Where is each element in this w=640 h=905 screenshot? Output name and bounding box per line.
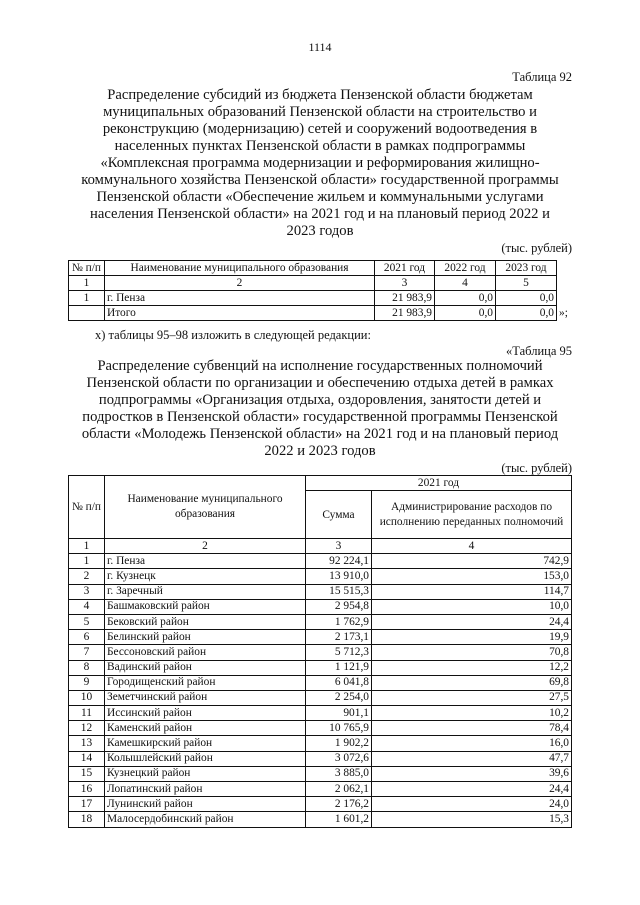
t95-cell-sum: 1 601,2 [306, 812, 372, 827]
t92-cell-no: 1 [69, 291, 105, 306]
t95-cell-sum: 92 224,1 [306, 554, 372, 569]
t95-cell-sum: 3 885,0 [306, 766, 372, 781]
table-row [69, 721, 572, 736]
table-95-units: (тыс. рублей) [501, 461, 572, 475]
t95-cell-no: 10 [69, 690, 105, 705]
table-row [69, 630, 572, 645]
title-line: населения Пензенской области» на 2021 год и на плановый период 2022 и [90, 206, 550, 222]
t92-cell-2023: 0,0 [496, 291, 557, 306]
t92-cell-2021: 21 983,9 [375, 291, 435, 306]
table-95-title [70, 358, 570, 460]
t95-cell-no: 7 [69, 645, 105, 660]
title-line: Пензенской области по организации и обеспечению отдыха детей в рамках [86, 375, 554, 391]
table-row [69, 584, 572, 599]
t95-cell-no: 3 [69, 584, 105, 599]
t92-cell-no [69, 306, 105, 321]
t95-cell-name: Малосердобинский район [105, 812, 306, 827]
t95-cell-sum: 13 910,0 [306, 569, 372, 584]
t95-cell-no: 12 [69, 721, 105, 736]
t95-cell-sum: 1 121,9 [306, 660, 372, 675]
title-line: «Комплексная программа модернизации и реформирования жилищно- [100, 155, 540, 171]
table-92-label: Таблица 92 [512, 70, 572, 84]
t92-cell-2022: 0,0 [435, 291, 496, 306]
table-row [69, 660, 572, 675]
t95-cell-admin: 24,4 [372, 782, 572, 797]
t95-cell-name: Бековский район [105, 614, 306, 629]
t95-colnum: 4 [372, 539, 572, 554]
t95-cell-sum: 1 902,2 [306, 736, 372, 751]
t95-cell-no: 9 [69, 675, 105, 690]
t95-cell-admin: 15,3 [372, 812, 572, 827]
table-row [69, 736, 572, 751]
t95-cell-no: 11 [69, 706, 105, 721]
t95-cell-admin: 24,4 [372, 614, 572, 629]
t95-cell-sum: 2 176,2 [306, 797, 372, 812]
t95-cell-name: Городищенский район [105, 675, 306, 690]
t95-cell-admin: 39,6 [372, 766, 572, 781]
table-92-header-row [69, 261, 557, 276]
t92-cell-2021: 21 983,9 [375, 306, 435, 321]
title-line: области «Молодежь Пензенской области» на 2021 год и на плановый период [81, 426, 559, 442]
t95-cell-admin: 27,5 [372, 690, 572, 705]
t95-cell-sum: 2 062,1 [306, 782, 372, 797]
t92-cell-name: г. Пенза [105, 291, 375, 306]
t92-colnum: 1 [69, 276, 105, 291]
table-95-header-row-1 [69, 476, 572, 491]
t92-colnum: 4 [435, 276, 496, 291]
t95-cell-admin: 742,9 [372, 554, 572, 569]
table-92-colnum-row [69, 276, 557, 291]
t92-header-2023: 2023 год [496, 261, 557, 276]
t95-cell-no: 2 [69, 569, 105, 584]
t95-cell-admin: 10,2 [372, 706, 572, 721]
t95-cell-name: Колышлейский район [105, 751, 306, 766]
t95-cell-no: 6 [69, 630, 105, 645]
t95-cell-admin: 24,0 [372, 797, 572, 812]
table-92-units: (тыс. рублей) [501, 241, 572, 255]
t95-cell-name: Белинский район [105, 630, 306, 645]
title-line: муниципальных образований Пензенской области на строительство и [103, 104, 537, 120]
t95-cell-no: 15 [69, 766, 105, 781]
t95-cell-admin: 114,7 [372, 584, 572, 599]
t95-cell-name: г. Пенза [105, 554, 306, 569]
t95-cell-name: Земетчинский район [105, 690, 306, 705]
t92-header-name: Наименование муниципального образования [105, 261, 375, 276]
table-row [69, 797, 572, 812]
table-row [69, 291, 557, 306]
t92-header-no: № п/п [69, 261, 105, 276]
t92-colnum: 5 [496, 276, 557, 291]
table-92-title [70, 87, 570, 240]
t92-colnum: 2 [105, 276, 375, 291]
t95-cell-name: Кузнецкий район [105, 766, 306, 781]
title-line: населенных пунктах Пензенской области в рамках подпрограммы [114, 138, 526, 154]
t95-header-admin: Администрирование расходов по исполнению переданных полномочий [372, 491, 572, 539]
table-row [69, 766, 572, 781]
table-95 [68, 475, 572, 828]
table-row [69, 690, 572, 705]
t95-colnum: 2 [105, 539, 306, 554]
t95-cell-no: 14 [69, 751, 105, 766]
t92-header-2021: 2021 год [375, 261, 435, 276]
t95-cell-name: Каменский район [105, 721, 306, 736]
t95-cell-name: Бессоновский район [105, 645, 306, 660]
t92-cell-name: Итого [105, 306, 375, 321]
t95-cell-name: Вадинский район [105, 660, 306, 675]
title-line: 2023 годов [286, 223, 354, 239]
t92-cell-2023: 0,0 [496, 306, 557, 321]
title-line: подпрограммы «Организация отдыха, оздоровления, занятости детей и [98, 392, 542, 408]
t95-cell-no: 16 [69, 782, 105, 797]
table-95-label: «Таблица 95 [506, 344, 572, 358]
t95-header-name: Наименование муниципального образования [105, 476, 306, 539]
table-row [69, 706, 572, 721]
t95-cell-admin: 12,2 [372, 660, 572, 675]
t95-cell-sum: 5 712,3 [306, 645, 372, 660]
table-92 [68, 260, 557, 321]
table-row [69, 782, 572, 797]
t95-colnum: 3 [306, 539, 372, 554]
t95-cell-name: г. Заречный [105, 584, 306, 599]
title-line: реконструкцию (модернизацию) сетей и сооружений водоотведения в [102, 121, 538, 137]
t95-cell-admin: 153,0 [372, 569, 572, 584]
title-line: Распределение субвенций на исполнение государственных полномочий [97, 358, 543, 374]
t95-cell-admin: 19,9 [372, 630, 572, 645]
t95-cell-name: Лунинский район [105, 797, 306, 812]
table-row [69, 645, 572, 660]
table-row [69, 554, 572, 569]
t95-colnum: 1 [69, 539, 105, 554]
t95-header-sum: Сумма [306, 491, 372, 539]
t92-header-2022: 2022 год [435, 261, 496, 276]
t95-cell-sum: 10 765,9 [306, 721, 372, 736]
t95-cell-admin: 78,4 [372, 721, 572, 736]
table-row [69, 599, 572, 614]
t95-cell-no: 4 [69, 599, 105, 614]
t95-cell-admin: 16,0 [372, 736, 572, 751]
table-95-colnum-row [69, 539, 572, 554]
table-92-closing-mark: »; [559, 307, 568, 319]
page-number: 1114 [308, 40, 332, 54]
table-row [69, 614, 572, 629]
t95-cell-admin: 69,8 [372, 675, 572, 690]
t95-cell-admin: 70,8 [372, 645, 572, 660]
t95-cell-no: 8 [69, 660, 105, 675]
t95-cell-name: г. Кузнецк [105, 569, 306, 584]
t95-cell-sum: 3 072,6 [306, 751, 372, 766]
table-total-row [69, 306, 557, 321]
t95-cell-sum: 2 954,8 [306, 599, 372, 614]
table-row [69, 751, 572, 766]
t95-cell-no: 1 [69, 554, 105, 569]
t95-cell-name: Камешкирский район [105, 736, 306, 751]
t95-cell-no: 5 [69, 614, 105, 629]
table-row [69, 569, 572, 584]
title-line: 2022 и 2023 годов [264, 443, 376, 459]
title-line: Пензенской области «Обеспечение жильем и коммунальными услугами [96, 189, 544, 205]
title-line: коммунального хозяйства Пензенской области» государственной программы [81, 172, 559, 188]
t92-cell-2022: 0,0 [435, 306, 496, 321]
t95-cell-no: 18 [69, 812, 105, 827]
t95-cell-no: 17 [69, 797, 105, 812]
t95-cell-sum: 901,1 [306, 706, 372, 721]
t95-cell-name: Лопатинский район [105, 782, 306, 797]
title-line: подростков в Пензенской области» государственной программы Пензенской [82, 409, 558, 425]
title-line: Распределение субсидий из бюджета Пензенской области бюджетам [107, 87, 533, 103]
amendment-note: х) таблицы 95–98 изложить в следующей редакции: [95, 328, 371, 342]
t95-cell-admin: 10,0 [372, 599, 572, 614]
t95-cell-sum: 1 762,9 [306, 614, 372, 629]
t95-cell-no: 13 [69, 736, 105, 751]
t95-header-no: № п/п [69, 476, 105, 539]
t95-cell-sum: 2 173,1 [306, 630, 372, 645]
table-row [69, 812, 572, 827]
t95-cell-admin: 47,7 [372, 751, 572, 766]
t95-cell-sum: 15 515,3 [306, 584, 372, 599]
table-row [69, 675, 572, 690]
t92-colnum: 3 [375, 276, 435, 291]
t95-cell-name: Иссинский район [105, 706, 306, 721]
t95-cell-sum: 6 041,8 [306, 675, 372, 690]
t95-header-year: 2021 год [306, 476, 572, 491]
t95-cell-name: Башмаковский район [105, 599, 306, 614]
t95-cell-sum: 2 254,0 [306, 690, 372, 705]
